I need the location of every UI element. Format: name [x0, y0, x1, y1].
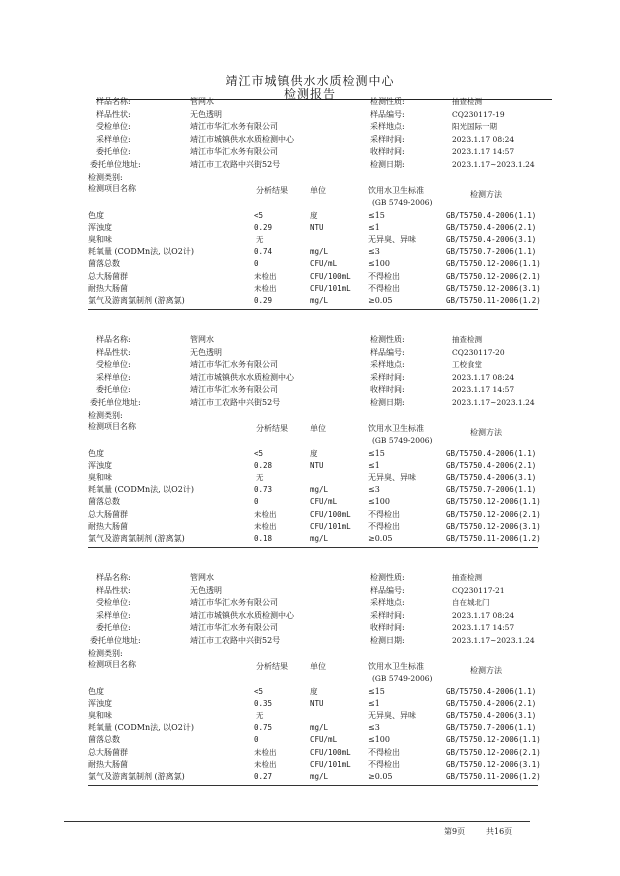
header-unit: 单位 [310, 423, 326, 433]
test-standard: 不得检出 [368, 271, 400, 281]
test-result: 未检出 [254, 759, 277, 769]
block-divider [88, 547, 538, 548]
test-item-name: 氯气及游离氯制剂 (游离氯) [88, 772, 185, 781]
header-standard: 饮用水卫生标准 [368, 661, 424, 671]
test-result: 0.29 [254, 296, 273, 305]
value-test-nature: 抽查检测 [452, 97, 482, 106]
label-consignee: 受检单位: [96, 360, 131, 370]
label-consignor-addr: 委托单位地址: [90, 160, 141, 169]
test-method: GB/T5750.4-2006(3.1) [446, 235, 537, 244]
value-receive-time: 2023.1.17 14:57 [452, 623, 515, 633]
test-standard: 无异臭、异味 [368, 711, 416, 720]
test-result: <5 [254, 210, 264, 220]
block-divider [88, 309, 538, 310]
page-total: 共16页 [486, 827, 513, 836]
label-sample-prop: 样品性状: [96, 109, 131, 119]
value-location: 工校食堂 [452, 360, 482, 370]
test-standard: ≥0.05 [368, 772, 393, 781]
block-divider [88, 785, 538, 786]
test-item-name: 氯气及游离氯制剂 (游离氯) [88, 296, 185, 305]
value-consignor-addr: 靖江市工农路中兴街52号 [190, 636, 281, 645]
header-unit: 单位 [310, 661, 326, 671]
label-sample-no: 样品编号: [370, 585, 405, 595]
label-sample-time: 采样时间: [370, 134, 405, 144]
label-sample-name: 样品名称: [96, 335, 131, 344]
test-result: <5 [254, 448, 264, 458]
label-collector: 采样单位: [96, 610, 131, 620]
test-result: 未检出 [254, 747, 277, 757]
test-method: GB/T5750.12-2006(1.1) [446, 259, 541, 269]
value-test-nature: 抽查检测 [452, 335, 482, 344]
test-standard: 不得检出 [368, 759, 400, 769]
test-standard: ≥0.05 [368, 534, 393, 543]
label-test-nature: 检测性质: [370, 573, 405, 582]
page-number: 第9页 [444, 827, 466, 836]
test-method: GB/T5750.11-2006(1.2) [446, 534, 541, 543]
test-standard: ≤100 [368, 497, 390, 507]
header-items: 检测项目名称 [88, 183, 136, 193]
header-method: 检测方法 [470, 189, 502, 199]
test-method: GB/T5750.4-2006(1.1) [446, 448, 537, 458]
test-item-name: 耐热大肠菌 [88, 521, 128, 531]
value-sample-prop: 无色透明 [190, 347, 222, 357]
test-result: 0.73 [254, 485, 273, 495]
label-consignor: 委托单位: [96, 147, 131, 157]
header-standard-code: (GB 5749-2006) [372, 197, 433, 207]
test-unit: CFU/mL [310, 497, 338, 507]
test-result: 未检出 [254, 283, 277, 293]
test-method: GB/T5750.4-2006(2.1) [446, 460, 537, 470]
label-receive-time: 收样时间: [370, 623, 405, 633]
test-item-name: 菌落总数 [88, 735, 120, 745]
test-method: GB/T5750.12-2006(2.1) [446, 509, 541, 519]
header-result: 分析结果 [256, 423, 288, 433]
label-method-category: 检测类别: [88, 648, 123, 658]
label-receive-time: 收样时间: [370, 385, 405, 395]
test-unit: mg/L [310, 247, 329, 257]
label-sample-time: 采样时间: [370, 372, 405, 382]
test-result: 0.18 [254, 534, 273, 543]
test-result: 0.74 [254, 247, 273, 257]
test-method: GB/T5750.11-2006(1.2) [446, 296, 541, 305]
test-item-name: 总大肠菌群 [88, 747, 128, 757]
label-method-category: 检测类别: [88, 410, 123, 420]
test-item-name: 浑浊度 [88, 222, 112, 232]
test-method: GB/T5750.4-2006(2.1) [446, 222, 537, 232]
test-unit: mg/L [310, 772, 329, 781]
label-test-date: 检测日期: [370, 398, 405, 407]
value-consignee: 靖江市华汇水务有限公司 [190, 598, 278, 608]
value-sample-time: 2023.1.17 08:24 [452, 372, 515, 382]
test-item-name: 耗氧量 (CODMn法, 以O2计) [88, 247, 194, 257]
test-standard: 无异臭、异味 [368, 473, 416, 482]
header-rule [96, 99, 552, 100]
test-method: GB/T5750.7-2006(1.1) [446, 723, 537, 733]
header-standard-code: (GB 5749-2006) [372, 435, 433, 445]
test-result: 0.75 [254, 723, 273, 733]
test-unit: CFU/100mL [310, 747, 351, 757]
value-consignee: 靖江市华汇水务有限公司 [190, 122, 278, 132]
test-item-name: 菌落总数 [88, 497, 120, 507]
header-standard: 饮用水卫生标准 [368, 185, 424, 195]
value-collector: 靖江市城镇供水水质检测中心 [190, 610, 294, 620]
test-method: GB/T5750.7-2006(1.1) [446, 247, 537, 257]
value-sample-time: 2023.1.17 08:24 [452, 134, 515, 144]
test-item-name: 色度 [88, 686, 104, 696]
label-test-date: 检测日期: [370, 636, 405, 645]
test-standard: ≤1 [368, 222, 380, 232]
test-standard: 无异臭、异味 [368, 235, 416, 244]
test-method: GB/T5750.4-2006(1.1) [446, 210, 537, 220]
test-result: 未检出 [254, 509, 277, 519]
test-result: 无 [256, 711, 264, 720]
value-consignor-addr: 靖江市工农路中兴街52号 [190, 398, 281, 407]
test-result: 无 [256, 235, 264, 244]
label-sample-time: 采样时间: [370, 610, 405, 620]
value-test-date: 2023.1.17~2023.1.24 [452, 398, 535, 407]
header-method: 检测方法 [470, 665, 502, 675]
test-unit: 度 [310, 686, 318, 696]
label-sample-no: 样品编号: [370, 347, 405, 357]
test-item-name: 臭和味 [88, 473, 112, 482]
test-standard: 不得检出 [368, 509, 400, 519]
test-standard: ≤15 [368, 686, 385, 696]
value-sample-no: CQ230117-20 [452, 347, 505, 357]
label-test-nature: 检测性质: [370, 97, 405, 106]
value-test-nature: 抽查检测 [452, 573, 482, 582]
test-item-name: 耗氧量 (CODMn法, 以O2计) [88, 723, 194, 733]
test-result: <5 [254, 686, 264, 696]
value-consignor-addr: 靖江市工农路中兴街52号 [190, 160, 281, 169]
test-item-name: 浑浊度 [88, 698, 112, 708]
value-consignor: 靖江市华汇水务有限公司 [190, 623, 278, 633]
test-result: 0.29 [254, 222, 273, 232]
test-unit: CFU/100mL [310, 271, 351, 281]
label-receive-time: 收样时间: [370, 147, 405, 157]
header-standard: 饮用水卫生标准 [368, 423, 424, 433]
label-location: 采样地点: [370, 598, 405, 608]
label-collector: 采样单位: [96, 372, 131, 382]
header-standard-code: (GB 5749-2006) [372, 673, 433, 683]
test-result: 未检出 [254, 521, 277, 531]
test-method: GB/T5750.12-2006(1.1) [446, 735, 541, 745]
test-unit: CFU/101mL [310, 283, 351, 293]
label-method-category: 检测类别: [88, 172, 123, 182]
test-standard: ≤15 [368, 448, 385, 458]
value-location: 阳光国际一期 [452, 122, 497, 132]
test-standard: ≤3 [368, 247, 380, 257]
test-result: 未检出 [254, 271, 277, 281]
test-unit: NTU [310, 222, 324, 232]
value-test-date: 2023.1.17~2023.1.24 [452, 160, 535, 169]
test-method: GB/T5750.4-2006(2.1) [446, 698, 537, 708]
test-method: GB/T5750.7-2006(1.1) [446, 485, 537, 495]
test-standard: 不得检出 [368, 521, 400, 531]
test-method: GB/T5750.4-2006(3.1) [446, 711, 537, 720]
value-collector: 靖江市城镇供水水质检测中心 [190, 372, 294, 382]
test-item-name: 耐热大肠菌 [88, 283, 128, 293]
value-sample-time: 2023.1.17 08:24 [452, 610, 515, 620]
value-sample-no: CQ230117-19 [452, 109, 505, 119]
label-consignor-addr: 委托单位地址: [90, 398, 141, 407]
test-unit: CFU/101mL [310, 521, 351, 531]
test-standard: ≤1 [368, 698, 380, 708]
test-unit: CFU/mL [310, 735, 338, 745]
test-method: GB/T5750.4-2006(3.1) [446, 473, 537, 482]
header-result: 分析结果 [256, 661, 288, 671]
label-test-date: 检测日期: [370, 160, 405, 169]
test-method: GB/T5750.4-2006(1.1) [446, 686, 537, 696]
test-unit: NTU [310, 460, 324, 470]
test-unit: 度 [310, 210, 318, 220]
test-item-name: 色度 [88, 448, 104, 458]
test-item-name: 浑浊度 [88, 460, 112, 470]
header-items: 检测项目名称 [88, 659, 136, 669]
test-method: GB/T5750.11-2006(1.2) [446, 772, 541, 781]
test-result: 无 [256, 473, 264, 482]
test-method: GB/T5750.12-2006(1.1) [446, 497, 541, 507]
test-result: 0.28 [254, 460, 273, 470]
value-receive-time: 2023.1.17 14:57 [452, 385, 515, 395]
test-standard: ≤3 [368, 723, 380, 733]
label-test-nature: 检测性质: [370, 335, 405, 344]
test-standard: 不得检出 [368, 747, 400, 757]
value-sample-name: 管网水 [190, 97, 214, 106]
test-unit: 度 [310, 448, 318, 458]
value-sample-name: 管网水 [190, 335, 214, 344]
test-method: GB/T5750.12-2006(3.1) [446, 521, 541, 531]
value-sample-prop: 无色透明 [190, 109, 222, 119]
label-sample-name: 样品名称: [96, 573, 131, 582]
header-result: 分析结果 [256, 185, 288, 195]
test-item-name: 臭和味 [88, 711, 112, 720]
label-sample-prop: 样品性状: [96, 347, 131, 357]
label-sample-name: 样品名称: [96, 97, 131, 106]
value-consignee: 靖江市华汇水务有限公司 [190, 360, 278, 370]
test-method: GB/T5750.12-2006(3.1) [446, 759, 541, 769]
test-standard: ≤100 [368, 735, 390, 745]
org-title: 靖江市城镇供水水质检测中心 [225, 74, 395, 88]
test-method: GB/T5750.12-2006(3.1) [446, 283, 541, 293]
label-location: 采样地点: [370, 360, 405, 370]
label-consignee: 受检单位: [96, 122, 131, 132]
test-unit: CFU/mL [310, 259, 338, 269]
test-result: 0 [254, 497, 259, 507]
test-item-name: 总大肠菌群 [88, 509, 128, 519]
test-unit: CFU/100mL [310, 509, 351, 519]
test-item-name: 臭和味 [88, 235, 112, 244]
value-sample-prop: 无色透明 [190, 585, 222, 595]
header-items: 检测项目名称 [88, 421, 136, 431]
header-method: 检测方法 [470, 427, 502, 437]
test-method: GB/T5750.12-2006(2.1) [446, 747, 541, 757]
label-sample-prop: 样品性状: [96, 585, 131, 595]
test-item-name: 总大肠菌群 [88, 271, 128, 281]
report-title: 检测报告 [283, 87, 336, 101]
value-consignor: 靖江市华汇水务有限公司 [190, 385, 278, 395]
value-test-date: 2023.1.17~2023.1.24 [452, 636, 535, 645]
test-item-name: 耗氧量 (CODMn法, 以O2计) [88, 485, 194, 495]
test-unit: mg/L [310, 485, 329, 495]
value-receive-time: 2023.1.17 14:57 [452, 147, 515, 157]
value-consignor: 靖江市华汇水务有限公司 [190, 147, 278, 157]
test-standard: ≥0.05 [368, 296, 393, 305]
test-unit: NTU [310, 698, 324, 708]
test-standard: ≤3 [368, 485, 380, 495]
test-method: GB/T5750.12-2006(2.1) [446, 271, 541, 281]
label-location: 采样地点: [370, 122, 405, 132]
label-collector: 采样单位: [96, 134, 131, 144]
label-sample-no: 样品编号: [370, 109, 405, 119]
test-result: 0 [254, 259, 259, 269]
label-consignor: 委托单位: [96, 385, 131, 395]
test-standard: 不得检出 [368, 283, 400, 293]
test-result: 0 [254, 735, 259, 745]
test-result: 0.27 [254, 772, 273, 781]
header-unit: 单位 [310, 185, 326, 195]
label-consignor-addr: 委托单位地址: [90, 636, 141, 645]
value-sample-name: 管网水 [190, 573, 214, 582]
test-unit: mg/L [310, 723, 329, 733]
test-item-name: 氯气及游离氯制剂 (游离氯) [88, 534, 185, 543]
test-item-name: 菌落总数 [88, 259, 120, 269]
test-standard: ≤1 [368, 460, 380, 470]
test-unit: CFU/101mL [310, 759, 351, 769]
value-collector: 靖江市城镇供水水质检测中心 [190, 134, 294, 144]
test-standard: ≤15 [368, 210, 385, 220]
test-standard: ≤100 [368, 259, 390, 269]
test-unit: mg/L [310, 296, 329, 305]
footer-rule [64, 821, 530, 822]
test-item-name: 色度 [88, 210, 104, 220]
test-unit: mg/L [310, 534, 329, 543]
value-location: 自在城北门 [452, 598, 490, 608]
test-item-name: 耐热大肠菌 [88, 759, 128, 769]
label-consignor: 委托单位: [96, 623, 131, 633]
test-result: 0.35 [254, 698, 273, 708]
value-sample-no: CQ230117-21 [452, 585, 505, 595]
label-consignee: 受检单位: [96, 598, 131, 608]
